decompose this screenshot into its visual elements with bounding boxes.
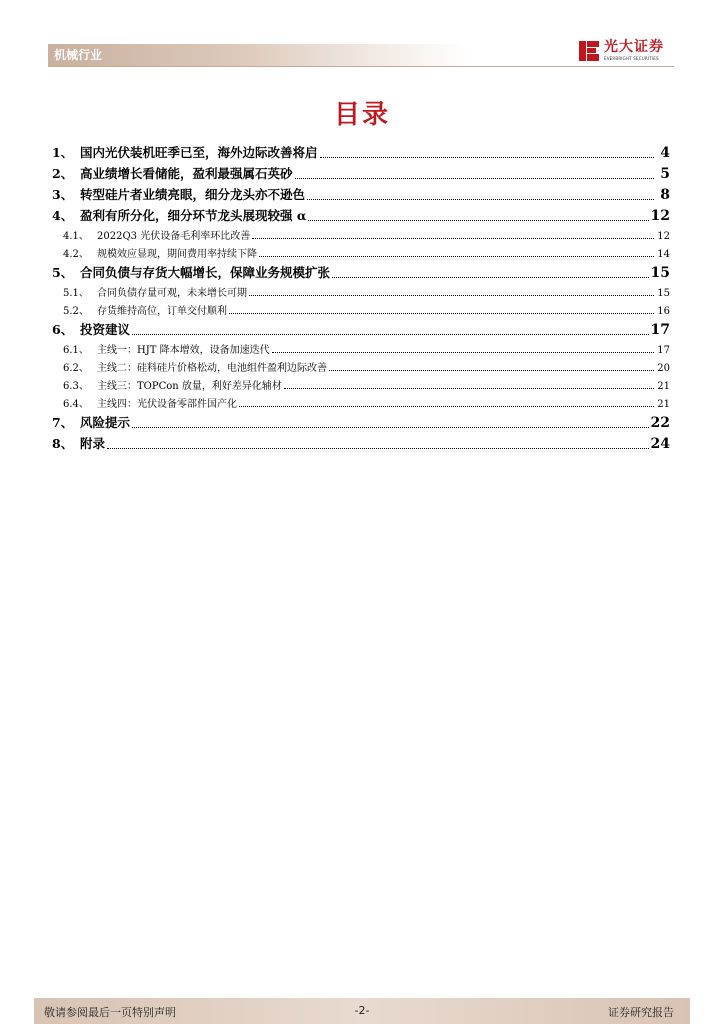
toc-entry-title: 附录 (80, 436, 106, 451)
toc-entry-title: 规模效应显现，期间费用率持续下降 (97, 249, 257, 260)
toc-entry-number: 3、 (52, 187, 74, 202)
toc-entry-page: 4 (660, 145, 670, 161)
toc-leader-dots (229, 312, 654, 314)
toc-entry-title: 转型硅片者业绩亮眼，细分龙头亦不逊色 (80, 187, 306, 202)
toc-entry[interactable] (52, 317, 670, 338)
toc-entry[interactable] (52, 374, 670, 392)
toc-entry-title: 主线二：硅料硅片价格松动，电池组件盈利边际改善 (97, 363, 327, 374)
toc-entry-title: 盈利有所分化，细分环节龙头展现较强 α (80, 208, 307, 223)
toc-entry-number: 4、 (52, 208, 74, 223)
logo-text-en: EVERBRIGHT SECURITIES (604, 56, 659, 61)
toc-leader-dots (332, 276, 649, 278)
toc-entry-number: 5.1、 (63, 288, 89, 299)
toc-entry[interactable] (52, 356, 670, 374)
logo-text-cn: 光大证券 (604, 39, 664, 55)
toc-entry-title: 2022Q3 光伏设备毛利率环比改善 (97, 231, 251, 242)
toc-entry-number: 6.4、 (63, 399, 89, 410)
toc-entry-number: 6.3、 (63, 381, 89, 392)
logo-mark-icon (578, 39, 600, 63)
toc-entry[interactable] (52, 242, 670, 260)
toc-entry-page: 21 (657, 399, 670, 410)
toc-entry[interactable] (52, 338, 670, 356)
header-band (48, 44, 468, 66)
toc-entry-title: 投资建议 (80, 322, 131, 337)
toc-entry-number: 7、 (52, 415, 74, 430)
toc-entry[interactable] (52, 281, 670, 299)
toc-leader-dots (295, 177, 654, 179)
toc-entry-page: 24 (650, 436, 670, 452)
toc-entry[interactable] (52, 260, 670, 281)
toc-entry[interactable] (52, 203, 670, 224)
footer-report-type: 证券研究报告 (608, 1006, 674, 1019)
toc-entry[interactable] (52, 431, 670, 452)
toc-entry-title: 国内光伏装机旺季已至，海外边际改善将启 (80, 145, 318, 160)
toc-entry-title: 风险提示 (80, 415, 131, 430)
toc-leader-dots (107, 447, 649, 449)
everbright-logo (578, 38, 674, 64)
toc-entry-title: 存货维持高位，订单交付顺利 (97, 306, 227, 317)
toc-entry-number: 6、 (52, 322, 74, 337)
header-rule (48, 66, 674, 67)
page-title: 目录 (333, 100, 390, 130)
toc-leader-dots (252, 237, 654, 239)
toc-leader-dots (259, 255, 654, 257)
toc-entry-title: 合同负债与存货大幅增长，保障业务规模扩张 (80, 265, 331, 280)
toc-entry-page: 15 (657, 288, 670, 299)
toc-entry-page: 12 (650, 208, 670, 224)
toc-leader-dots (284, 387, 654, 389)
footer-page-number: -2- (354, 1004, 370, 1017)
toc-entry-number: 8、 (52, 436, 74, 451)
toc-entry-page: 14 (657, 249, 670, 260)
toc-entry[interactable] (52, 140, 670, 161)
toc-leader-dots (329, 369, 654, 371)
toc-entry-page: 21 (657, 381, 670, 392)
toc-entry-page: 12 (657, 231, 670, 242)
toc-entry-number: 6.1、 (63, 345, 89, 356)
toc-entry-page: 22 (650, 415, 670, 431)
toc-entry-page: 16 (657, 306, 670, 317)
toc-entry-title: 主线三：TOPCon 放量，利好差异化辅材 (97, 381, 282, 392)
toc-leader-dots (272, 351, 654, 353)
toc-entry-number: 5.2、 (63, 306, 89, 317)
toc-entry-title: 主线一：HJT 降本增效，设备加速迭代 (97, 345, 270, 356)
toc-entry-number: 5、 (52, 265, 74, 280)
toc-leader-dots (249, 294, 654, 296)
toc-entry-page: 5 (660, 166, 670, 182)
toc-leader-dots (132, 426, 649, 428)
toc-entry-page: 17 (650, 322, 670, 338)
toc-leader-dots (308, 219, 648, 221)
toc-entry[interactable] (52, 392, 670, 410)
toc-entry[interactable] (52, 410, 670, 431)
toc-entry-title: 合同负债存量可观，未来增长可期 (97, 288, 247, 299)
toc-entry-number: 6.2、 (63, 363, 89, 374)
toc-entry-page: 15 (650, 265, 670, 281)
footer-disclaimer: 敬请参阅最后一页特别声明 (44, 1006, 176, 1019)
toc-entry-number: 4.2、 (63, 249, 89, 260)
toc-entry-number: 1、 (52, 145, 74, 160)
toc-entry-title: 主线四：光伏设备零部件国产化 (97, 399, 237, 410)
toc-leader-dots (307, 198, 654, 200)
toc-entry[interactable] (52, 182, 670, 203)
toc-entry-page: 8 (660, 187, 670, 203)
toc-leader-dots (132, 333, 649, 335)
toc-entry[interactable] (52, 161, 670, 182)
industry-label: 机械行业 (54, 48, 103, 62)
toc-entry[interactable] (52, 299, 670, 317)
toc-leader-dots (239, 405, 654, 407)
toc-entry-number: 2、 (52, 166, 74, 181)
toc-entry-title: 高业绩增长看储能，盈利最强属石英砂 (80, 166, 293, 181)
toc-entry-page: 20 (657, 363, 670, 374)
toc-leader-dots (320, 156, 654, 158)
toc-entry-page: 17 (657, 345, 670, 356)
table-of-contents (52, 140, 670, 452)
toc-entry[interactable] (52, 224, 670, 242)
toc-entry-number: 4.1、 (63, 231, 89, 242)
